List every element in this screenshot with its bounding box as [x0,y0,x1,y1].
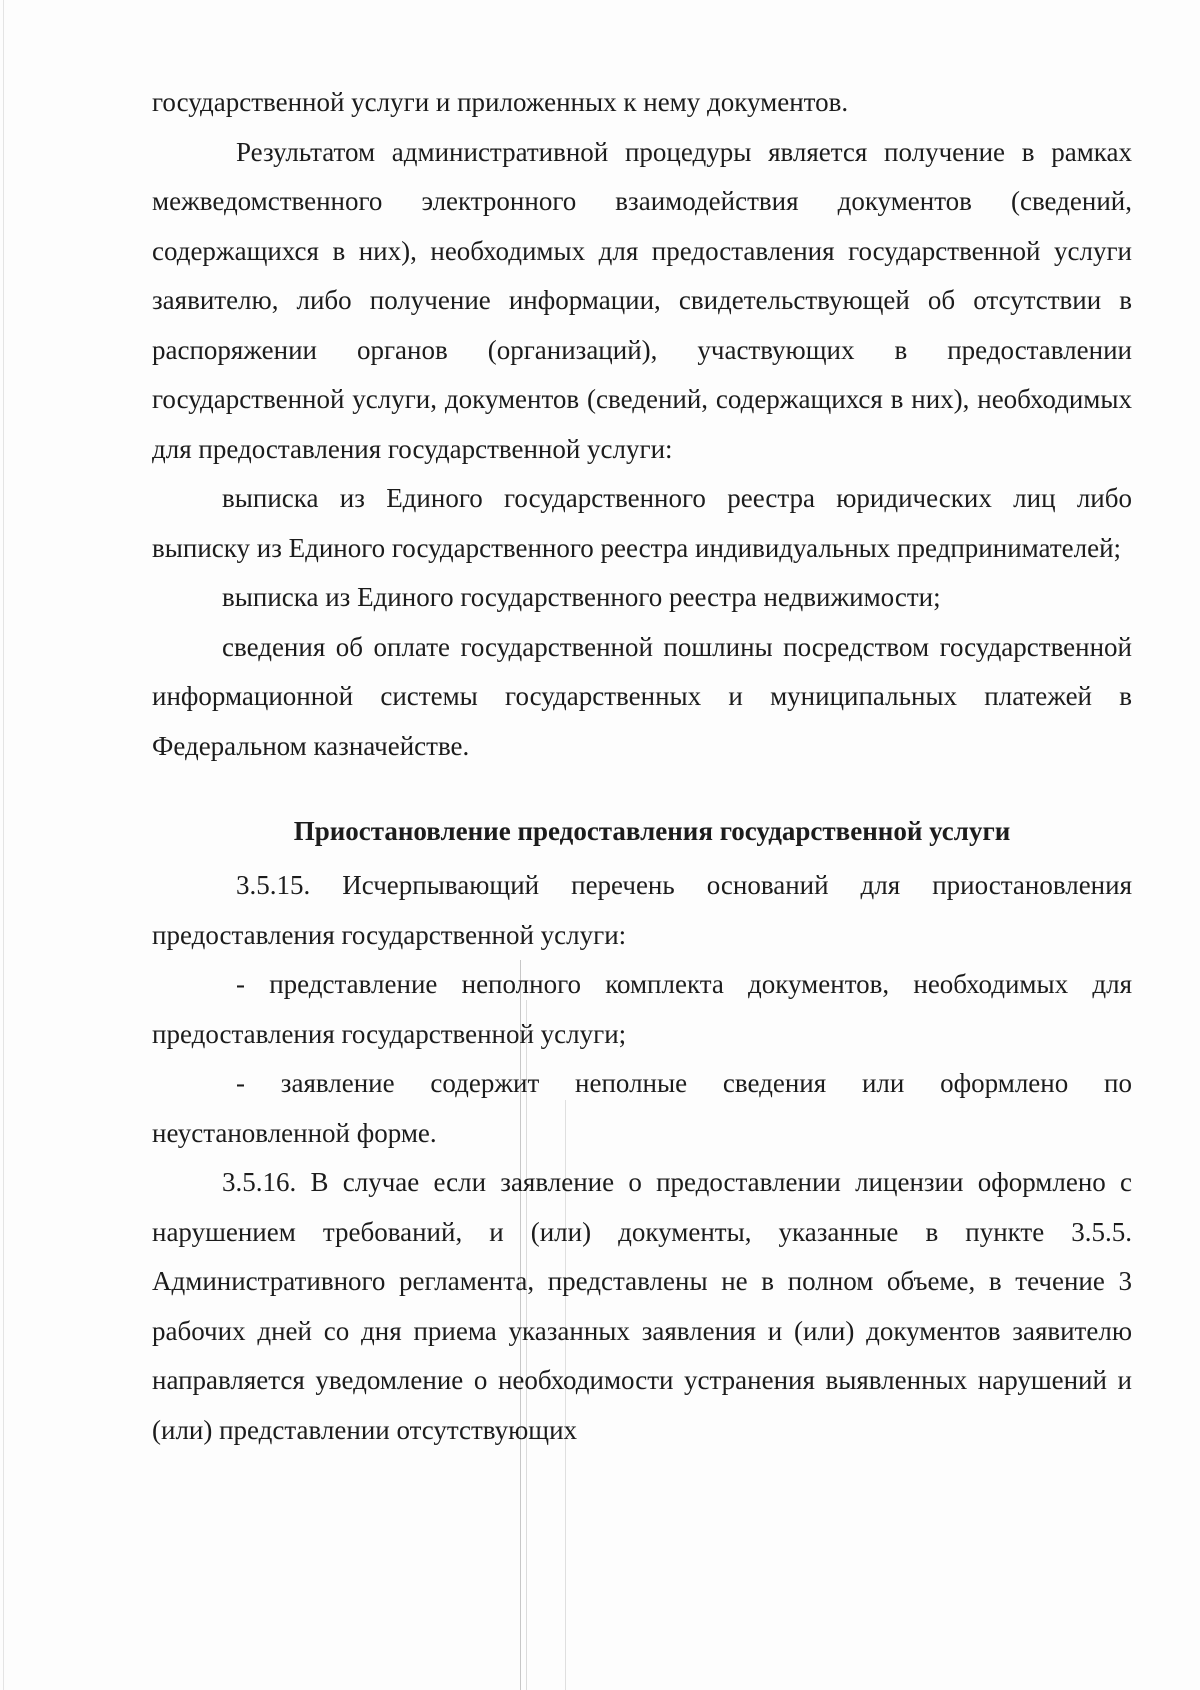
paragraph: 3.5.15. Исчерпывающий перечень оснований для приостановления предоставления государственной услуги: [152,870,1132,950]
document-body [152,78,1132,1455]
paragraph: сведения об оплате государственной пошлины посредством государственной информационной системы государственных и муниципальных платежей в Федеральном казначействе. [152,631,1132,761]
scan-artifact-line [3,0,4,1690]
paragraph: - заявление содержит неполные сведения или оформлено по неустановленной форме. [152,1068,1132,1148]
paragraph: выписка из Единого государственного реестра юридических лиц либо выписку из Единого государственного реестра индивидуальных предпринимателей; [152,483,1132,563]
paragraph: 3.5.16. В случае если заявление о предоставлении лицензии оформлено с нарушением требований, и (или) документы, указанные в пункте 3.5.5. Административного регламента, представлены не в полном объеме, в течение 3 рабочих дней со дня приема указанных заявления и (или) документов заявителю направляется уведомление о необходимости устранения выявленных нарушений и (или) представлении отсутствующих [152,1167,1132,1445]
paragraph: выписка из Единого государственного реестра недвижимости; [222,582,941,612]
section-heading: Приостановление предоставления государственной услуги [293,816,1011,846]
paragraph: Результатом административной процедуры является получение в рамках межведомственного электронного взаимодействия документов (сведений, содержащихся в них), необходимых для предоставления государственной услуги заявителю, либо получение информации, свидетельствующей об отсутствии в распоряжении органов (организаций), участвующих в предоставлении государственной услуги, документов (сведений, содержащихся в них), необходимых для предоставления государственной услуги: [152,136,1132,464]
paragraph: государственной услуги и приложенных к нему документов. [152,87,849,117]
paragraph: - представление неполного комплекта документов, необходимых для предоставления государственной услуги; [152,969,1132,1049]
